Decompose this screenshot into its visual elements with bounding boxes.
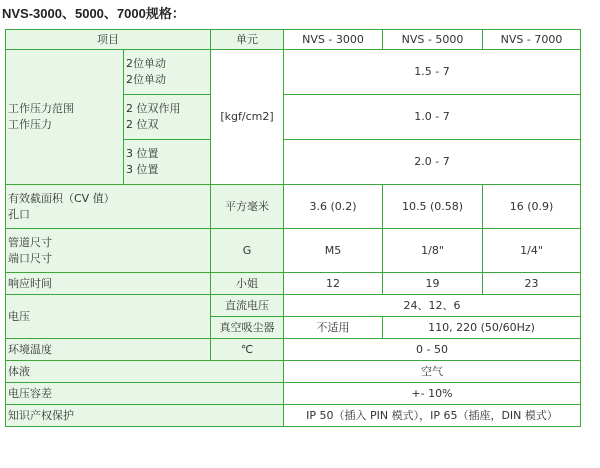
pressure-label-line1: 工作压力范围 (8, 102, 74, 115)
ip-value: IP 50（插入 PIN 模式），IP 65（插座，DIN 模式） (284, 405, 581, 427)
response-value-3000: 12 (284, 273, 383, 295)
voltage-vac-label: 真空吸尘器 (211, 317, 284, 339)
area-label (6, 185, 211, 229)
pipe-value-7000: 1/4" (483, 229, 581, 273)
response-value-5000: 19 (383, 273, 483, 295)
fluid-value: 空气 (284, 361, 581, 383)
pipe-value-3000: M5 (284, 229, 383, 273)
table-row (6, 383, 581, 405)
table-row (6, 295, 581, 317)
pressure-label (6, 50, 124, 185)
pipe-label-line2: 端口尺寸 (8, 251, 52, 265)
voltage-vac-value-5000-7000: 110, 220 (50/60Hz) (383, 317, 581, 339)
area-value-7000: 16 (0.9) (483, 185, 581, 229)
pressure-sub-2-line2: 2 位双 (126, 118, 159, 131)
header-item: 项目 (6, 30, 211, 50)
table-row (6, 405, 581, 427)
response-unit: 小姐 (211, 273, 284, 295)
pipe-unit: G (211, 229, 284, 273)
table-row (6, 273, 581, 295)
voltage-label: 电压 (6, 295, 211, 339)
voltage-vac-value-3000: 不适用 (284, 317, 383, 339)
pressure-label-line2: 工作压力 (8, 118, 52, 131)
ip-label: 知识产权保护 (6, 405, 284, 427)
pressure-sub-2-line1: 2 位双作用 (126, 102, 181, 115)
header-model-5000: NVS - 5000 (383, 30, 483, 50)
pressure-sub-1 (124, 50, 211, 95)
header-unit: 单元 (211, 30, 284, 50)
pressure-sub-3 (124, 140, 211, 185)
header-model-7000: NVS - 7000 (483, 30, 581, 50)
tolerance-label: 电压容差 (6, 383, 284, 405)
pressure-sub-2 (124, 95, 211, 140)
pressure-value-2: 1.0 - 7 (284, 95, 581, 140)
header-model-3000: NVS - 3000 (284, 30, 383, 50)
area-unit: 平方毫米 (211, 185, 284, 229)
header-row (6, 30, 581, 50)
pipe-label (6, 229, 211, 273)
pressure-value-3: 2.0 - 7 (284, 140, 581, 185)
response-value-7000: 23 (483, 273, 581, 295)
table-row (6, 229, 581, 273)
tolerance-value: +- 10% (284, 383, 581, 405)
pressure-sub-3-line2: 3 位置 (126, 163, 159, 176)
pressure-sub-1-line1: 2位单动 (126, 57, 166, 70)
response-label: 响应时间 (6, 273, 211, 295)
voltage-dc-label: 直流电压 (211, 295, 284, 317)
voltage-dc-value: 24、12、6 (284, 295, 581, 317)
area-value-5000: 10.5 (0.58) (383, 185, 483, 229)
table-row (6, 50, 581, 95)
temp-unit: ℃ (211, 339, 284, 361)
temp-label: 环境温度 (6, 339, 211, 361)
table-row (6, 361, 581, 383)
temp-value: 0 - 50 (284, 339, 581, 361)
pipe-value-5000: 1/8" (383, 229, 483, 273)
pressure-sub-1-line2: 2位单动 (126, 73, 166, 86)
pressure-unit: [kgf/cm2] (211, 50, 284, 185)
fluid-label: 体液 (6, 361, 284, 383)
area-value-3000: 3.6 (0.2) (284, 185, 383, 229)
spec-table (5, 29, 581, 427)
pressure-value-1: 1.5 - 7 (284, 50, 581, 95)
area-label-line2: 孔口 (8, 207, 30, 221)
table-row (6, 185, 581, 229)
pipe-label-line1: 管道尺寸 (8, 235, 52, 249)
page-title: NVS-3000、5000、7000规格： (2, 6, 185, 21)
pressure-sub-3-line1: 3 位置 (126, 147, 159, 160)
table-row (6, 339, 581, 361)
area-label-line1: 有效截面积（CV 值） (8, 191, 115, 205)
